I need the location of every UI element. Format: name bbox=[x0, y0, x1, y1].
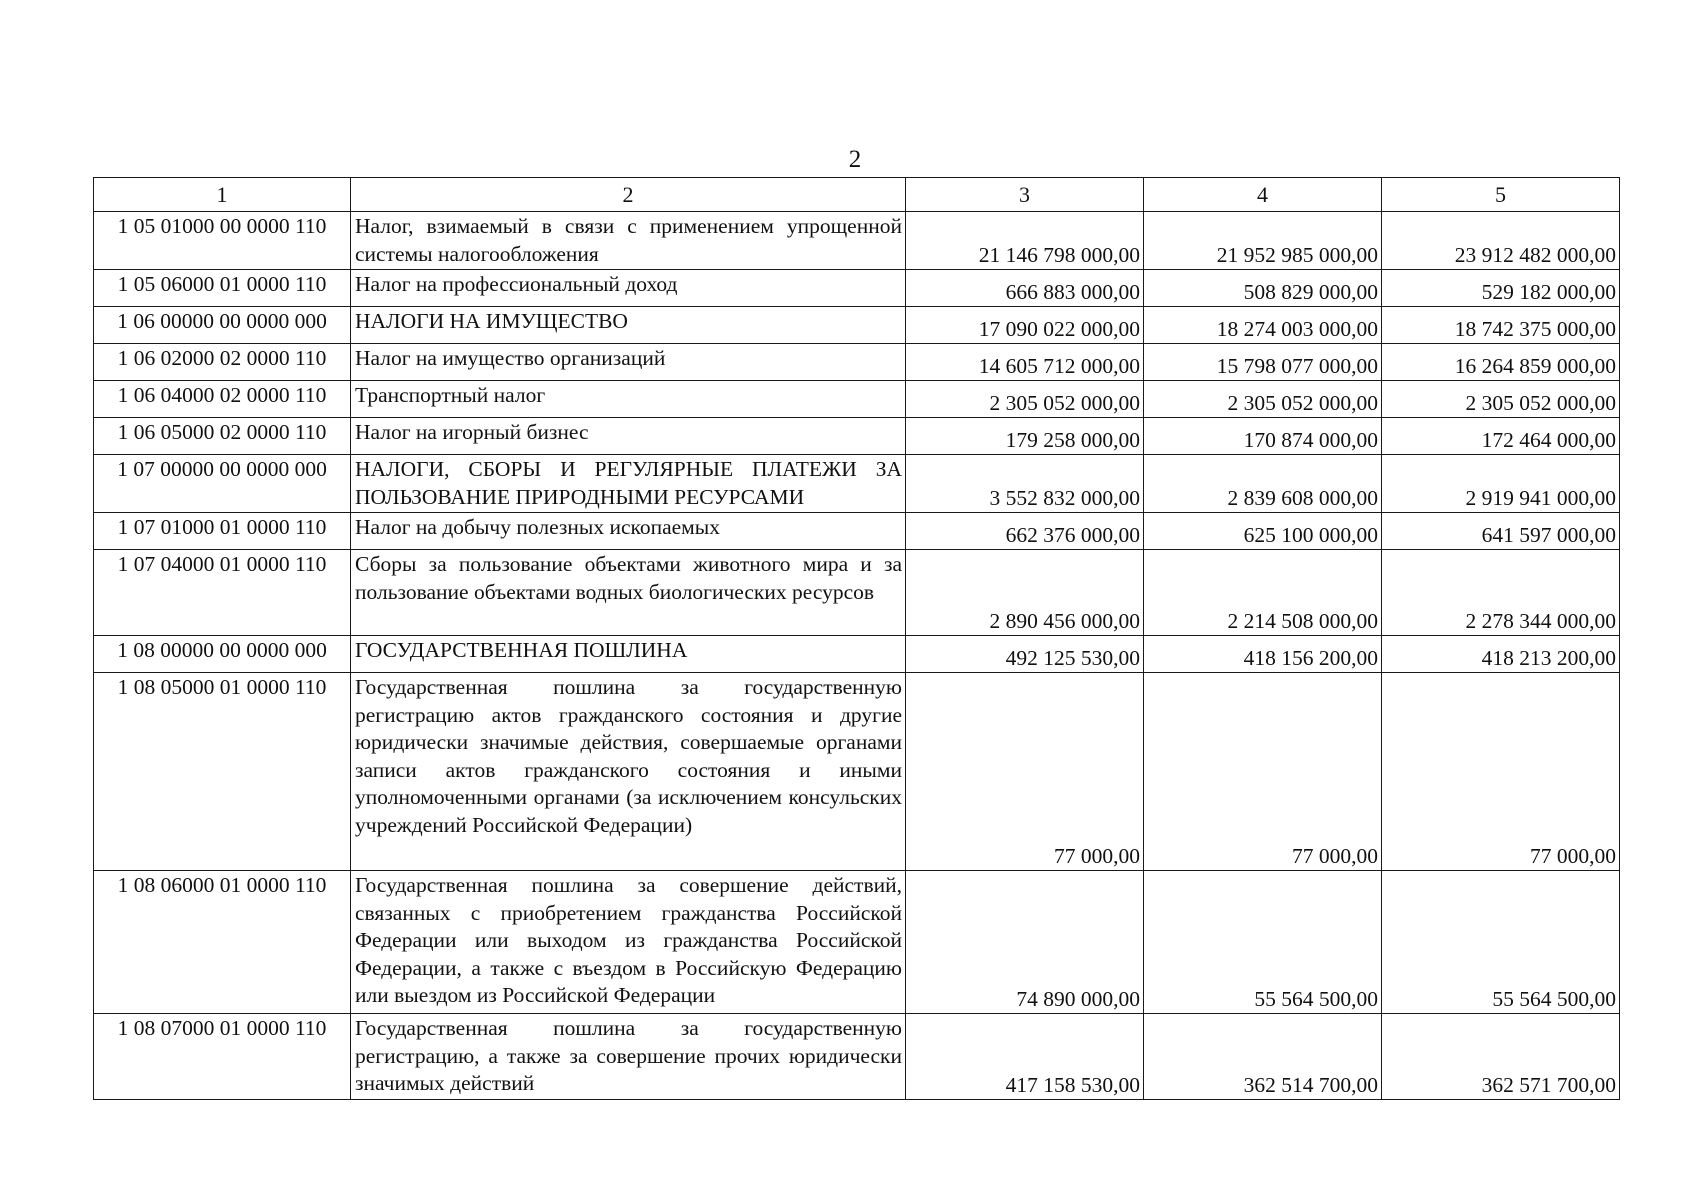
table-row bbox=[94, 344, 1620, 381]
table-row bbox=[94, 871, 1620, 1014]
amount-col-4: 2 214 508 000,00 bbox=[1144, 550, 1382, 636]
amount-col-5: 418 213 200,00 bbox=[1382, 636, 1620, 673]
amount-col-4: 18 274 003 000,00 bbox=[1144, 307, 1382, 344]
budget-classification-code: 1 08 07000 01 0000 110 bbox=[94, 1014, 351, 1100]
table-row bbox=[94, 673, 1620, 871]
budget-classification-code: 1 06 05000 02 0000 110 bbox=[94, 418, 351, 455]
budget-revenue-table bbox=[93, 177, 1620, 1100]
amount-col-5: 55 564 500,00 bbox=[1382, 871, 1620, 1014]
amount-col-5: 641 597 000,00 bbox=[1382, 513, 1620, 550]
table-row bbox=[94, 418, 1620, 455]
column-header-3: 3 bbox=[906, 178, 1144, 212]
amount-col-5: 2 305 052 000,00 bbox=[1382, 381, 1620, 418]
revenue-name: ГОСУДАРСТВЕННАЯ ПОШЛИНА bbox=[351, 636, 906, 673]
amount-col-3: 662 376 000,00 bbox=[906, 513, 1144, 550]
amount-col-4: 2 839 608 000,00 bbox=[1144, 455, 1382, 513]
column-header-5: 5 bbox=[1382, 178, 1620, 212]
revenue-name: Государственная пошлина за государственную регистрацию актов гражданского состояния и другие юридически значимые действия, совершаемые органами записи актов гражданского состояния и иными уполномоченными органами (за исключением консульских учреждений Российской Федерации) bbox=[351, 673, 906, 871]
amount-col-4: 418 156 200,00 bbox=[1144, 636, 1382, 673]
budget-classification-code: 1 08 00000 00 0000 000 bbox=[94, 636, 351, 673]
table-row bbox=[94, 381, 1620, 418]
amount-col-4: 2 305 052 000,00 bbox=[1144, 381, 1382, 418]
amount-col-4: 362 514 700,00 bbox=[1144, 1014, 1382, 1100]
column-header-2: 2 bbox=[351, 178, 906, 212]
revenue-name: Транспортный налог bbox=[351, 381, 906, 418]
revenue-name: НАЛОГИ НА ИМУЩЕСТВО bbox=[351, 307, 906, 344]
revenue-name: НАЛОГИ, СБОРЫ И РЕГУЛЯРНЫЕ ПЛАТЕЖИ ЗА ПОЛЬЗОВАНИЕ ПРИРОДНЫМИ РЕСУРСАМИ bbox=[351, 455, 906, 513]
budget-classification-code: 1 07 00000 00 0000 000 bbox=[94, 455, 351, 513]
budget-classification-code: 1 05 01000 00 0000 110 bbox=[94, 212, 351, 270]
revenue-name: Налог, взимаемый в связи с применением упрощенной системы налогообложения bbox=[351, 212, 906, 270]
budget-classification-code: 1 08 06000 01 0000 110 bbox=[94, 871, 351, 1014]
table-row bbox=[94, 307, 1620, 344]
amount-col-3: 179 258 000,00 bbox=[906, 418, 1144, 455]
amount-col-4: 77 000,00 bbox=[1144, 673, 1382, 871]
table-row bbox=[94, 212, 1620, 270]
amount-col-5: 529 182 000,00 bbox=[1382, 270, 1620, 307]
amount-col-3: 77 000,00 bbox=[906, 673, 1144, 871]
table-row bbox=[94, 513, 1620, 550]
amount-col-3: 417 158 530,00 bbox=[906, 1014, 1144, 1100]
table-row bbox=[94, 1014, 1620, 1100]
amount-col-4: 55 564 500,00 bbox=[1144, 871, 1382, 1014]
budget-classification-code: 1 08 05000 01 0000 110 bbox=[94, 673, 351, 871]
amount-col-3: 17 090 022 000,00 bbox=[906, 307, 1144, 344]
amount-col-5: 23 912 482 000,00 bbox=[1382, 212, 1620, 270]
budget-classification-code: 1 06 02000 02 0000 110 bbox=[94, 344, 351, 381]
revenue-name: Государственная пошлина за совершение действий, связанных с приобретением гражданства Российской Федерации или выходом из гражданства Российской Федерации, а также с въездом в Российскую Федерацию или выездом из Российской Федерации bbox=[351, 871, 906, 1014]
budget-classification-code: 1 07 04000 01 0000 110 bbox=[94, 550, 351, 636]
budget-classification-code: 1 06 00000 00 0000 000 bbox=[94, 307, 351, 344]
amount-col-5: 77 000,00 bbox=[1382, 673, 1620, 871]
amount-col-3: 666 883 000,00 bbox=[906, 270, 1144, 307]
amount-col-3: 74 890 000,00 bbox=[906, 871, 1144, 1014]
amount-col-5: 172 464 000,00 bbox=[1382, 418, 1620, 455]
table-row bbox=[94, 636, 1620, 673]
amount-col-3: 21 146 798 000,00 bbox=[906, 212, 1144, 270]
budget-classification-code: 1 05 06000 01 0000 110 bbox=[94, 270, 351, 307]
table-row bbox=[94, 270, 1620, 307]
amount-col-5: 16 264 859 000,00 bbox=[1382, 344, 1620, 381]
budget-classification-code: 1 06 04000 02 0000 110 bbox=[94, 381, 351, 418]
page-number: 2 bbox=[848, 146, 862, 173]
amount-col-3: 3 552 832 000,00 bbox=[906, 455, 1144, 513]
amount-col-5: 2 919 941 000,00 bbox=[1382, 455, 1620, 513]
revenue-name: Налог на игорный бизнес bbox=[351, 418, 906, 455]
column-header-4: 4 bbox=[1144, 178, 1382, 212]
revenue-name: Налог на профессиональный доход bbox=[351, 270, 906, 307]
budget-classification-code: 1 07 01000 01 0000 110 bbox=[94, 513, 351, 550]
table-row bbox=[94, 550, 1620, 636]
amount-col-3: 2 890 456 000,00 bbox=[906, 550, 1144, 636]
table-row bbox=[94, 455, 1620, 513]
amount-col-4: 170 874 000,00 bbox=[1144, 418, 1382, 455]
amount-col-4: 625 100 000,00 bbox=[1144, 513, 1382, 550]
amount-col-5: 362 571 700,00 bbox=[1382, 1014, 1620, 1100]
column-number-row bbox=[94, 178, 1620, 212]
revenue-name: Государственная пошлина за государственную регистрацию, а также за совершение прочих юридически значимых действий bbox=[351, 1014, 906, 1100]
column-header-1: 1 bbox=[94, 178, 351, 212]
amount-col-4: 21 952 985 000,00 bbox=[1144, 212, 1382, 270]
amount-col-4: 508 829 000,00 bbox=[1144, 270, 1382, 307]
amount-col-3: 492 125 530,00 bbox=[906, 636, 1144, 673]
revenue-name: Налог на добычу полезных ископаемых bbox=[351, 513, 906, 550]
revenue-name: Налог на имущество организаций bbox=[351, 344, 906, 381]
amount-col-3: 14 605 712 000,00 bbox=[906, 344, 1144, 381]
amount-col-5: 2 278 344 000,00 bbox=[1382, 550, 1620, 636]
amount-col-5: 18 742 375 000,00 bbox=[1382, 307, 1620, 344]
amount-col-3: 2 305 052 000,00 bbox=[906, 381, 1144, 418]
revenue-name: Сборы за пользование объектами животного мира и за пользование объектами водных биологических ресурсов bbox=[351, 550, 906, 636]
amount-col-4: 15 798 077 000,00 bbox=[1144, 344, 1382, 381]
